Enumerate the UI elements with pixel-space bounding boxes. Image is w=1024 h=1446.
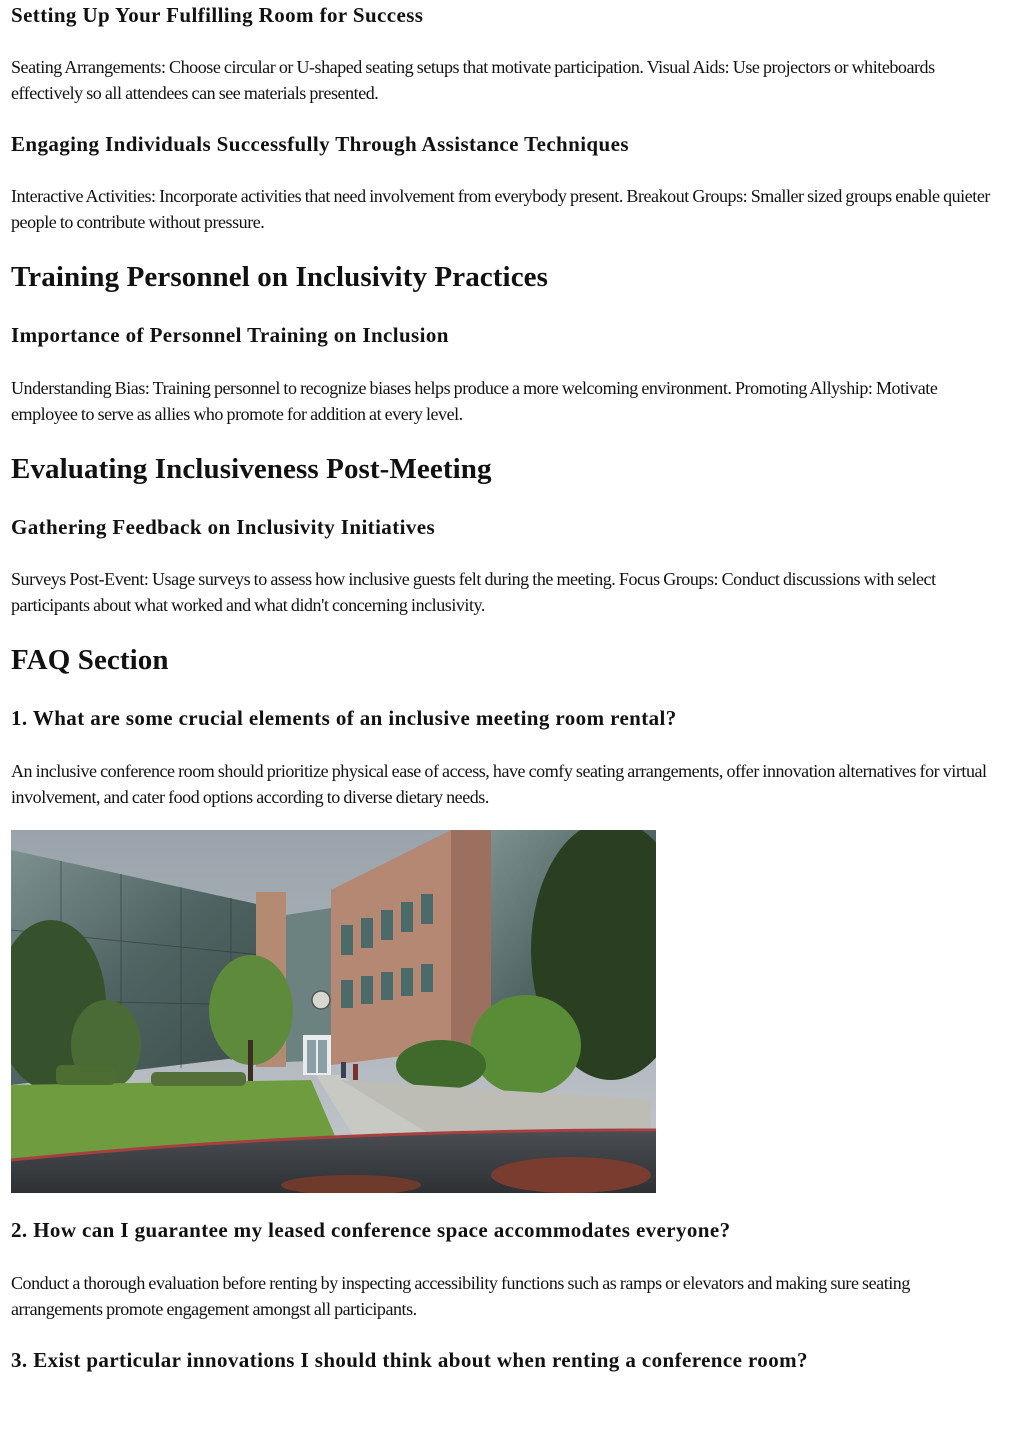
faq-question-2: 2. How can I guarantee my leased conference space accommodates everyone? xyxy=(11,1218,731,1242)
faq-title: FAQ Section xyxy=(11,644,169,676)
paragraph-feedback: Surveys Post-Event: Usage surveys to assess how inclusive guests felt during the meeting. Focus Groups: Conduct discussions with select participants about what worked and what didn't concerning inclusivity. xyxy=(11,569,936,615)
faq-question-1: 1. What are some crucial elements of an inclusive meeting room rental? xyxy=(11,706,677,730)
section-heading-room-setup: Setting Up Your Fulfilling Room for Success xyxy=(11,3,424,27)
faq-answer-1: An inclusive conference room should prioritize physical ease of access, have comfy seating arrangements, offer innovation alternatives for virtual involvement, and cater food options according to diverse dietary needs. xyxy=(11,761,987,807)
section-title-training: Training Personnel on Inclusivity Practices xyxy=(11,261,549,293)
section-heading-feedback: Gathering Feedback on Inclusivity Initiatives xyxy=(11,515,436,539)
faq-question-3: 3. Exist particular innovations I should think about when renting a conference room? xyxy=(11,1348,808,1372)
paragraph-training: Understanding Bias: Training personnel to recognize biases helps produce a more welcoming environment. Promoting Allyship: Motivate employee to serve as allies who promote for addition at every level. xyxy=(11,378,938,424)
paragraph-room-setup: Seating Arrangements: Choose circular or U-shaped seating setups that motivate participation. Visual Aids: Use projectors or whiteboards effectively so all attendees can see materials presented. xyxy=(11,57,935,103)
section-heading-training: Importance of Personnel Training on Inclusion xyxy=(11,323,449,347)
section-heading-engaging: Engaging Individuals Successfully Through Assistance Techniques xyxy=(11,132,629,156)
paragraph-engaging: Interactive Activities: Incorporate activities that need involvement from everybody present. Breakout Groups: Smaller sized groups enable quieter people to contribute without pressure. xyxy=(11,186,990,232)
section-title-evaluating: Evaluating Inclusiveness Post-Meeting xyxy=(11,453,492,485)
faq-answer-2: Conduct a thorough evaluation before renting by inspecting accessibility functions such as ramps or elevators and making sure seating arrangements promote engagement amongst all participants. xyxy=(11,1273,910,1319)
office-building-photo xyxy=(11,830,656,1193)
